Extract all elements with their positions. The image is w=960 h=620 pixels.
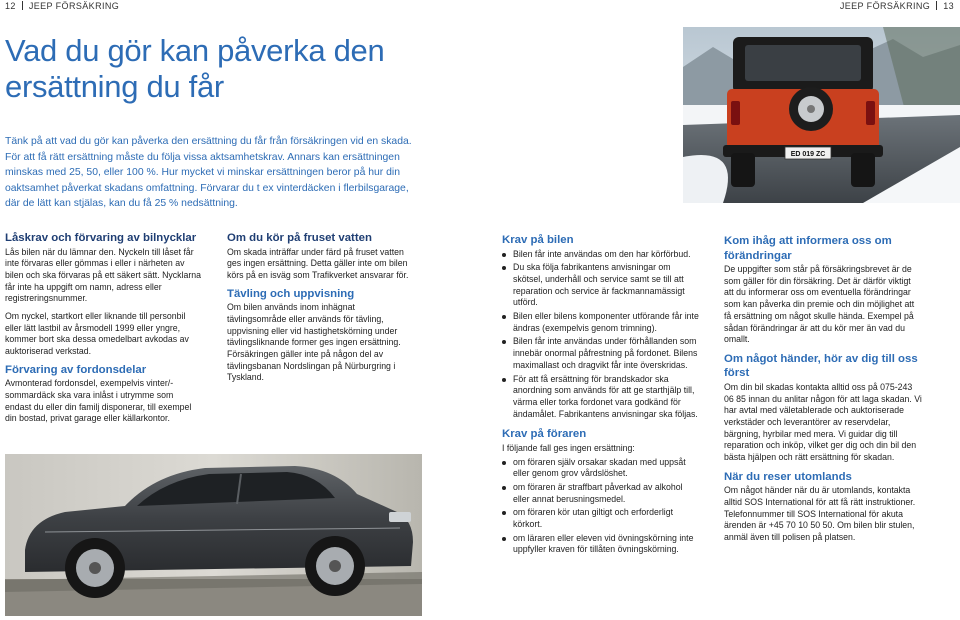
section-heading-key-storage: Låskrav och förvaring av bilnycklar (5, 232, 197, 244)
paragraph-key-decoding: Om nyckel, startkort eller liknande till personbil eller lätt lastbil av årsmodell 1999 eller yngre, kommer bort ska dessa omedelbart avkodas av auktoriserad verkstad. (5, 311, 189, 357)
car-requirements-list (502, 249, 700, 421)
grand-cherokee-photo (5, 454, 422, 616)
section-heading-car-requirements: Krav på bilen (502, 234, 574, 246)
bullet-dot (502, 378, 506, 382)
list-item: om föraren själv orsakar skadan med uppsåt eller genom grov vårdslöshet. (502, 457, 700, 480)
bullet-dot (502, 315, 506, 319)
running-title-right: JEEP FÖRSÄKRING (839, 1, 931, 11)
paragraph-contact-first: Om din bil skadas kontakta alltid oss på 075-243 06 85 innan du anlitar någon för att laga skadan. Vi har avtal med väletablerade och auktoriserade verkstäder och leverantörer av reservdelar, bärgning, hyrbilar med mera. Vi guidar dig till reparation och inköp, vilket ger dig och din bil den bästa hjälpen och rätt ersättning för skadan. (724, 381, 922, 463)
section-heading-inform-changes: Kom ihåg att informera oss om förändringar (724, 235, 892, 262)
page-number-left: 12 (5, 1, 16, 11)
paragraph-inform-changes: De uppgifter som står på försäkringsbrevet är de som gäller för din försäkring. Det är därför viktigt att du informerar oss om eventuella förändringar som kan påverka din premie och din möjlighet att få ersättning om något skulle hända. Exempel på sådan förändringar är att du kör mer än vad du omallt. (724, 264, 915, 345)
list-item: För att få ersättning för brandskador ska anordning som används för att ge starthjälp till, värma eller torka fordonet vara godkänd för ändamålet. Fabrikantens anvisningar ska följas. (502, 374, 700, 421)
section-heading-parts-storage: Förvaring av fordonsdelar (5, 363, 147, 376)
running-title-left: JEEP FÖRSÄKRING (28, 1, 120, 11)
bullet-dot (502, 486, 506, 490)
column-4 (724, 234, 922, 550)
page-number-right: 13 (943, 1, 954, 11)
intro-paragraph: Tänk på att vad du gör kan påverka den ersättning du får från försäkringen vid en skada. För att få rätt ersättning måste du följa vissa aktsamhetskrav. Annars kan ersättningen minskas med 25, 50, eller 100 %. Hur mycket vi minskar ersättningen beror på hur din oaktsamhet påverkat skadans omfattning. Förvarar du t ex vinterdäcken i flerbilsgarage, där de lätt kan stjälas, kan du få 25 % nedsättning. (5, 136, 412, 209)
header-divider (22, 1, 23, 10)
section-heading-frozen-water: Om du kör på fruset vatten (227, 232, 372, 244)
paragraph-driver-intro: I följande fall ges ingen ersättning: (502, 442, 635, 453)
paragraph-parts-storage: Avmonterad fordonsdel, exempelvis vinter/-sommardäck ska vara inlåst i utrymme som endast du eller din familj disponerar, till exempel din bostad, privat garage eller källarkontor. (5, 378, 192, 424)
section-heading-abroad: När du reser utomlands (724, 470, 852, 483)
section-heading-contact-first: Om något händer, hör av dig till oss först (724, 352, 918, 380)
grand-cherokee-illustration (5, 454, 422, 616)
bullet-dot (502, 266, 506, 270)
bullet-dot (502, 340, 506, 344)
jeep-wrangler-illustration (683, 27, 960, 203)
list-item: om föraren kör utan giltigt och erforderligt körkort. (502, 507, 700, 530)
list-item: om föraren är straffbart påverkad av alkohol eller annat berusningsmedel. (502, 482, 700, 505)
paragraph-frozen-water: Om skada inträffar under färd på fruset vatten ges ingen ersättning. Detta gäller inte om bilen körs på en isväg som Trafikverket ansvarar för. (227, 246, 409, 280)
running-header-left (5, 1, 119, 11)
column-1 (5, 232, 201, 431)
header-divider (936, 1, 937, 10)
bullet-dot (502, 537, 506, 541)
running-header-right (840, 1, 954, 11)
list-item: Bilen får inte användas om den har körförbud. (502, 249, 700, 261)
bullet-dot (502, 461, 506, 465)
paragraph-key-rules: Lås bilen när du lämnar den. Nyckeln till låset får inte förvaras eller gömmas i eller i närheten av bilen och ska förvaras på ett säkert sätt. Nycklarna får inte ha uppgift om namn, adress eller registreringsnummer. (5, 246, 201, 304)
driver-requirements-list (502, 457, 700, 557)
column-3 (502, 234, 700, 558)
list-item: Bilen eller bilens komponenter utförande får inte ändras (exempelvis genom trimning). (502, 311, 700, 334)
jeep-wrangler-photo (683, 27, 960, 203)
page-headline: Vad du gör kan påverka den ersättning du får (5, 33, 385, 104)
bullet-dot (502, 253, 506, 257)
list-item: Du ska följa fabrikantens anvisningar om skötsel, underhåll och service samt se till att reparation och service är fackmannamässigt utförd. (502, 262, 700, 309)
list-item: Bilen får inte användas under förhållanden som innebär onormal påfrestning på fordonet. Bilens maximallast och dragvikt får inte överskridas. (502, 336, 700, 371)
bullet-dot (502, 511, 506, 515)
paragraph-competition: Om bilen används inom inhägnat tävlingsområde eller används för tävling, uppvisning eller vid hastighetskörning under tävlingsliknande former ges ingen ersättning. Försäkringen gäller inte på någon del av tävlingsbanan Nordslingan på Nürburgring i Tyskland. (227, 302, 401, 383)
list-item: om läraren eller eleven vid övningskörning inte uppfyller kraven för tillåten övningskörning. (502, 533, 700, 556)
section-heading-driver-requirements: Krav på föraren (502, 428, 587, 441)
paragraph-abroad: Om något händer när du är utomlands, kontakta alltid SOS International för att få rätt instruktioner. Telefonnummer till SOS International för akuta ärenden är +45 70 10 50 50. Om bilen blir stulen, anmäl även till polisen på platsen. (724, 485, 916, 543)
section-heading-competition: Tävling och uppvisning (227, 287, 355, 300)
license-plate: ED 019 ZC (790, 151, 826, 158)
column-2 (227, 232, 414, 390)
